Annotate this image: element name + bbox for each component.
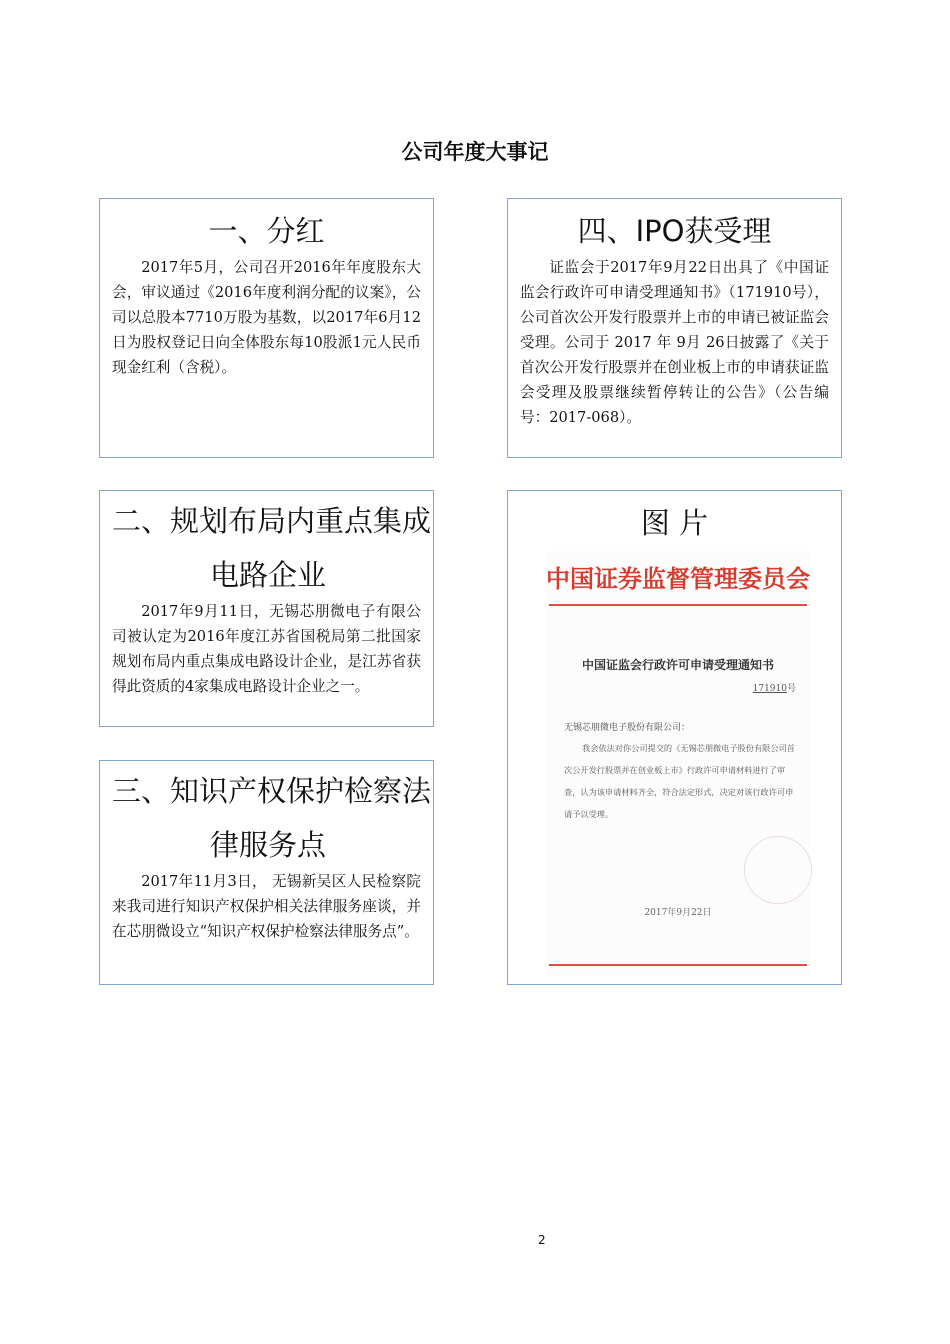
ip-body: 2017年11月3日， 无锡新吴区人民检察院来我司进行知识产权保护相关法律服务座谈，并在芯朋微设立“知识产权保护检察法律服务点”。 (112, 873, 421, 940)
notice-addressee: 无锡芯朋微电子股份有限公司： (564, 723, 691, 733)
notice-number-value: 171910 (752, 684, 787, 694)
footer-divider (549, 964, 807, 966)
picture-heading: 图 片 (640, 506, 709, 540)
planning-section (99, 490, 434, 727)
ip-heading-line1: 三、知识产权保护检察法 (112, 774, 432, 808)
notice-date: 2017年9月22日 (644, 908, 712, 918)
dividend-heading: 一、分红 (208, 214, 325, 248)
page-number: 2 (538, 1233, 546, 1247)
csrc-header: 中国证券监督管理委员会 (546, 564, 810, 593)
ipo-body: 证监会于2017年9月22日出具了《中国证监会行政许可申请受理通知书》（171910号），公司首次公开发行股票并上市的申请已被证监会受理。公司于 2017 年 9月 26日披露了《关于首次公开发行股票并在创业板上市的申请获证监会受理及股票继续暂停转让的公告》（公告编号：2017-068）。 (520, 259, 829, 426)
dividend-section (99, 198, 434, 458)
planning-heading-line1: 二、规划布局内重点集成 (112, 504, 432, 538)
page-title: 公司年度大事记 (401, 140, 549, 164)
ip-section (99, 760, 434, 985)
picture-section (507, 490, 842, 985)
notice-number (546, 681, 796, 694)
planning-body: 2017年9月11日，无锡芯朋微电子有限公司被认定为2016年度江苏省国税局第二批国家规划布局内重点集成电路设计企业，是江苏省获得此资质的4家集成电路设计企业之一。 (112, 603, 421, 695)
notice-number-suffix: 号 (786, 684, 796, 694)
notice-document-image (546, 551, 810, 976)
ipo-heading: 四、IPO获受理 (577, 214, 772, 248)
ip-heading-line2: 律服务点 (210, 828, 327, 862)
notice-title: 中国证监会行政许可申请受理通知书 (581, 658, 774, 672)
dividend-body: 2017年5月，公司召开2016年年度股东大会，审议通过《2016年度利润分配的议案》，公司以总股本7710万股为基数，以2017年6月12日为股权登记日向全体股东每10股派1元人民币现金红利（含税）。 (112, 259, 421, 376)
ipo-section (507, 198, 842, 458)
faint-seal (744, 836, 812, 904)
notice-body: 我会依法对你公司提交的《无锡芯朋微电子股份有限公司首次公开发行股票并在创业板上市》行政许可申请材料进行了审查，认为该申请材料齐全，符合法定形式，决定对该行政许可申请予以受理。 (564, 743, 795, 819)
header-divider (549, 604, 807, 606)
planning-heading-line2: 电路企业 (210, 558, 327, 592)
